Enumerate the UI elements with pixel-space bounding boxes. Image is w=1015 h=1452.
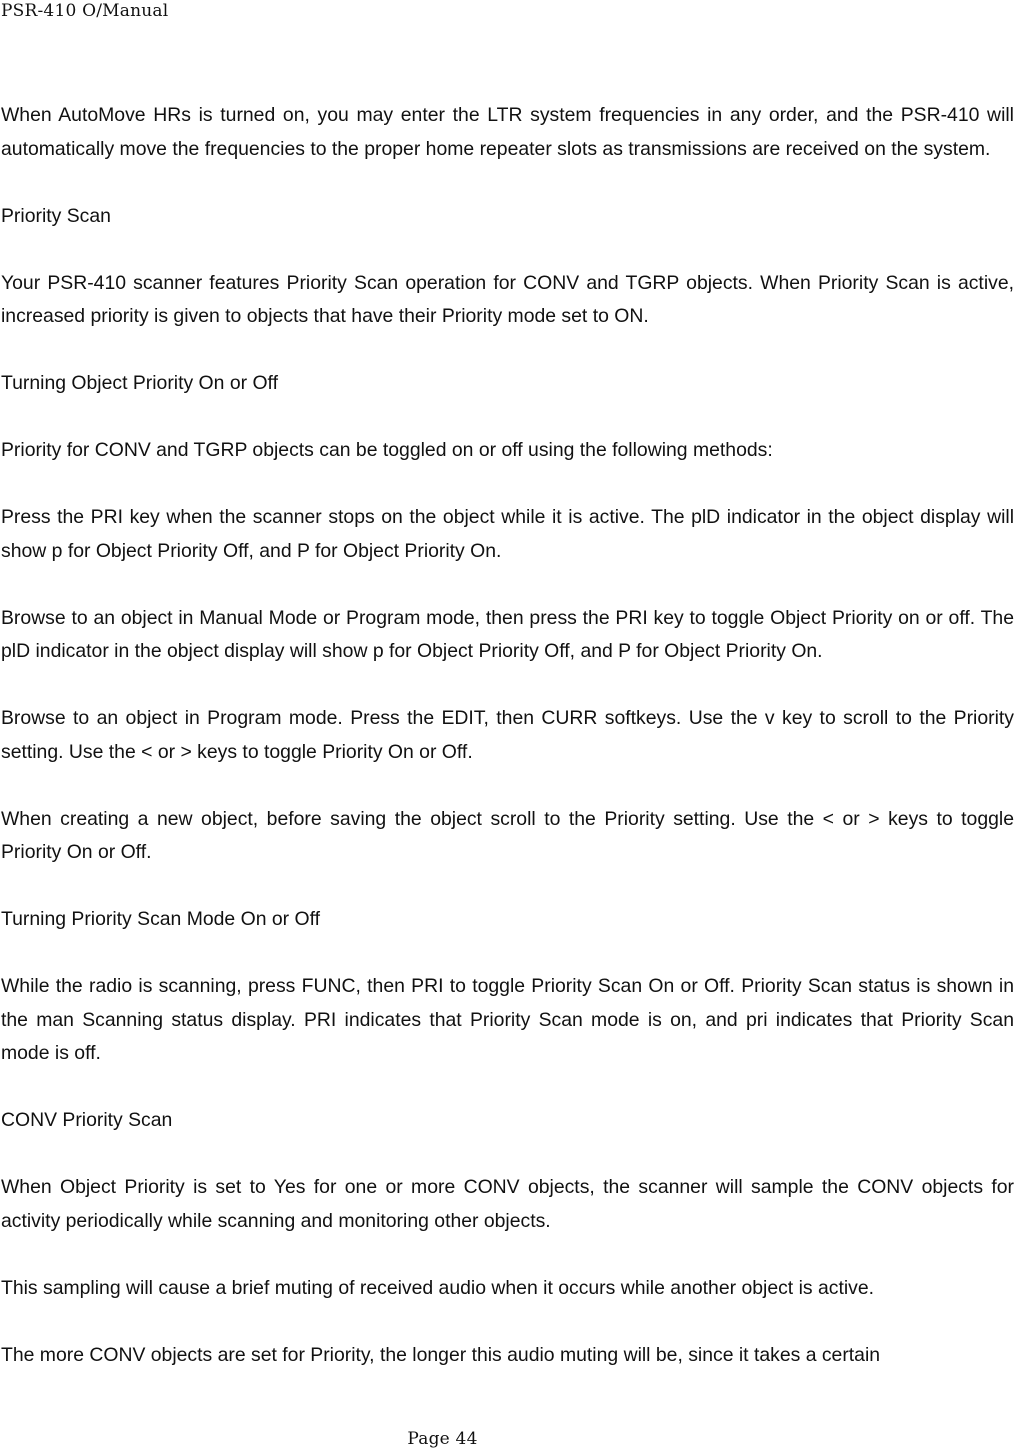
paragraph-toggle-methods: Priority for CONV and TGRP objects can be toggled on or off using the following methods: [1, 439, 773, 461]
paragraph-method-browse-program: Browse to an object in Program mode. Press the EDIT, then CURR softkeys. Use the v key to scroll to the Priority setting. Use the < or > keys to toggle Priority On or Off. [1, 707, 1014, 763]
paragraph-method-browse-manual: Browse to an object in Manual Mode or Program mode, then press the PRI key to toggle Object Priority on or off. The plD indicator in the object display will show p for Object Priority Off, and P for Object Priority On. [1, 606, 1014, 662]
paragraph-priority-scan-intro: Your PSR-410 scanner features Priority Scan operation for CONV and TGRP objects. When Priority Scan is active, increased priority is given to objects that have their Priority mode set to ON. [1, 271, 1014, 327]
paragraph-muting: This sampling will cause a brief muting of received audio when it occurs while another object is active. [1, 1276, 875, 1299]
heading-priority-scan: Priority Scan [1, 204, 111, 227]
paragraph-automove: When AutoMove HRs is turned on, you may enter the LTR system frequencies in any order, and the PSR-410 will automatically move the frequencies to the proper home repeater slots as transmissions are received on the system. [1, 104, 1014, 160]
heading-conv-priority-scan: CONV Priority Scan [1, 1109, 173, 1131]
paragraph-priority-scan-mode: While the radio is scanning, press FUNC, then PRI to toggle Priority Scan On or Off. Priority Scan status is shown in the man Scanning status display. PRI indicates that Priority Scan mode is on, and pri indicates that Priority Scan mode is off. [1, 975, 1014, 1064]
heading-priority-scan-mode: Turning Priority Scan Mode On or Off [1, 908, 320, 930]
paragraph-more-conv: The more CONV objects are set for Priority, the longer this audio muting will be, since it takes a certain [1, 1343, 881, 1366]
heading-object-priority: Turning Object Priority On or Off [1, 372, 278, 394]
page-number: Page 44 [407, 1429, 478, 1449]
page-header: PSR-410 O/Manual [1, 1, 169, 21]
paragraph-method-new-object: When creating a new object, before saving the object scroll to the Priority setting. Use the < or > keys to toggle Priority On or Off. [1, 807, 1014, 863]
paragraph-method-pri-key: Press the PRI key when the scanner stops on the object while it is active. The plD indicator in the object display will show p for Object Priority Off, and P for Object Priority On. [1, 506, 1014, 562]
document-body [1, 99, 1014, 1406]
paragraph-conv-sampling: When Object Priority is set to Yes for one or more CONV objects, the scanner will sample the CONV objects for activity periodically while scanning and monitoring other objects. [1, 1176, 1014, 1232]
